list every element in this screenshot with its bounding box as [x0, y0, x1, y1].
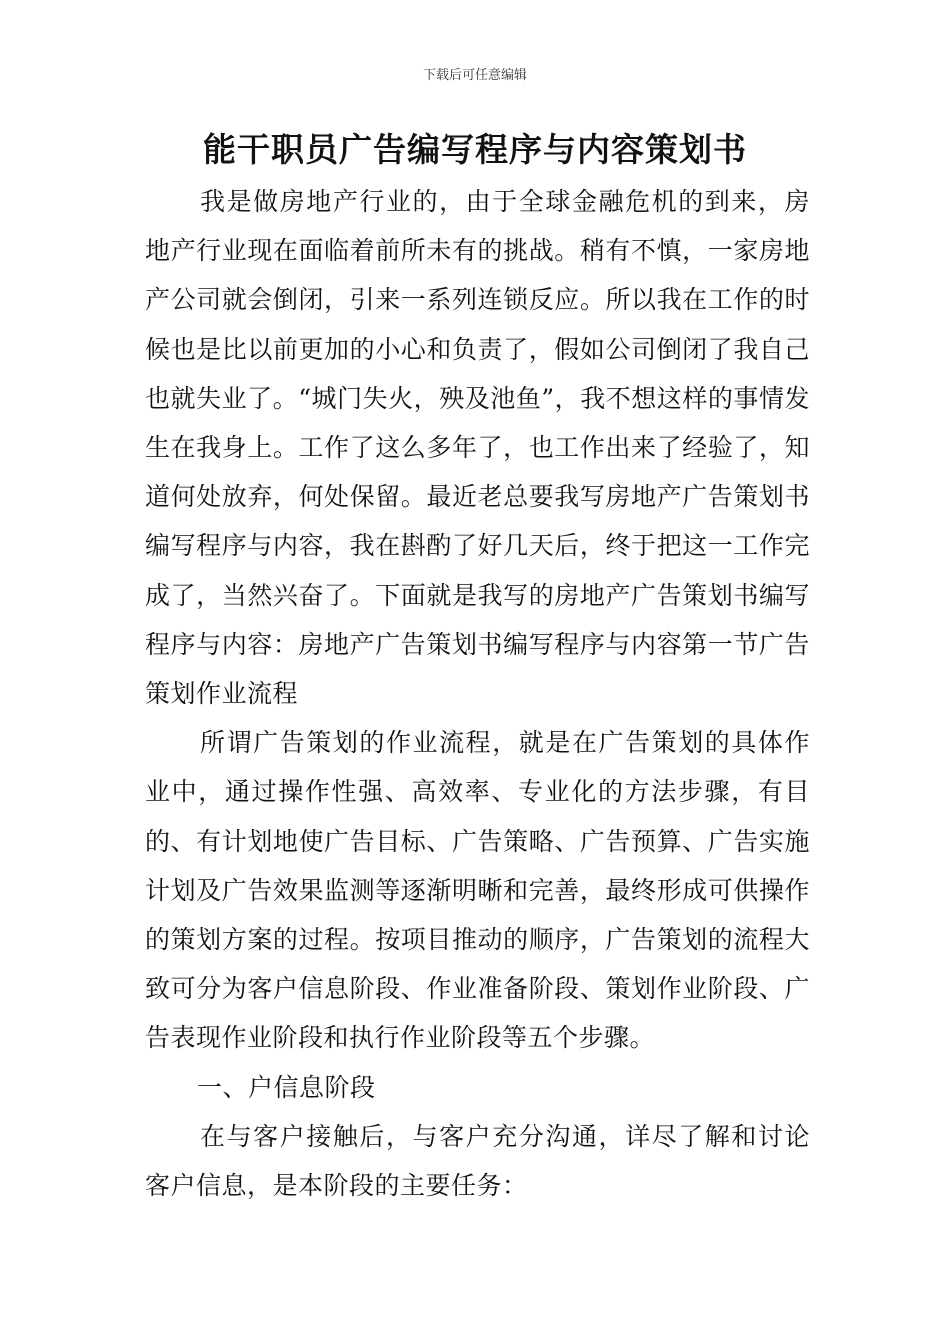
page-header-note: 下载后可任意编辑 [422, 68, 527, 83]
body-paragraph: 我是做房地产行业的，由于全球金融危机的到来，房地产行业现在面临着前所未有的挑战。稍有不慎，一家房地产公司就会倒闭，引来一系列连锁反应。所以我在工作的时候也是比以前更加的小心和负责了，假如公司倒闭了我自己也就失业了。“城门失火，殃及池鱼”，我不想这样的事情发生在我身上。工作了这么多年了，也工作出来了经验了，知道何处放弃，何处保留。最近老总要我写房地产广告策划书编写程序与内容，我在斟酌了好几天后，终于把这一工作完成了，当然兴奋了。下面就是我写的房地产广告策划书编写程序与内容：房地产广告策划书编写程序与内容第一节广告策划作业流程 [145, 187, 810, 709]
body-paragraph: 所谓广告策划的作业流程，就是在广告策划的具体作业中，通过操作性强、高效率、专业化的方法步骤，有目的、有计划地使广告目标、广告策略、广告预算、广告实施计划及广告效果监测等逐渐明晰和完善，最终形成可供操作的策划方案的过程。按项目推动的顺序，广告策划的流程大致可分为客户信息阶段、作业准备阶段、策划作业阶段、广告表现作业阶段和执行作业阶段等五个步骤。 [145, 728, 810, 1053]
document-title: 能干职员广告编写程序与内容策划书 [203, 130, 747, 169]
body-paragraph: 在与客户接触后，与客户充分沟通，详尽了解和讨论客户信息，是本阶段的主要任务： [145, 1121, 810, 1201]
document-body [145, 177, 810, 1210]
section-heading: 一、户信息阶段 [197, 1072, 376, 1102]
